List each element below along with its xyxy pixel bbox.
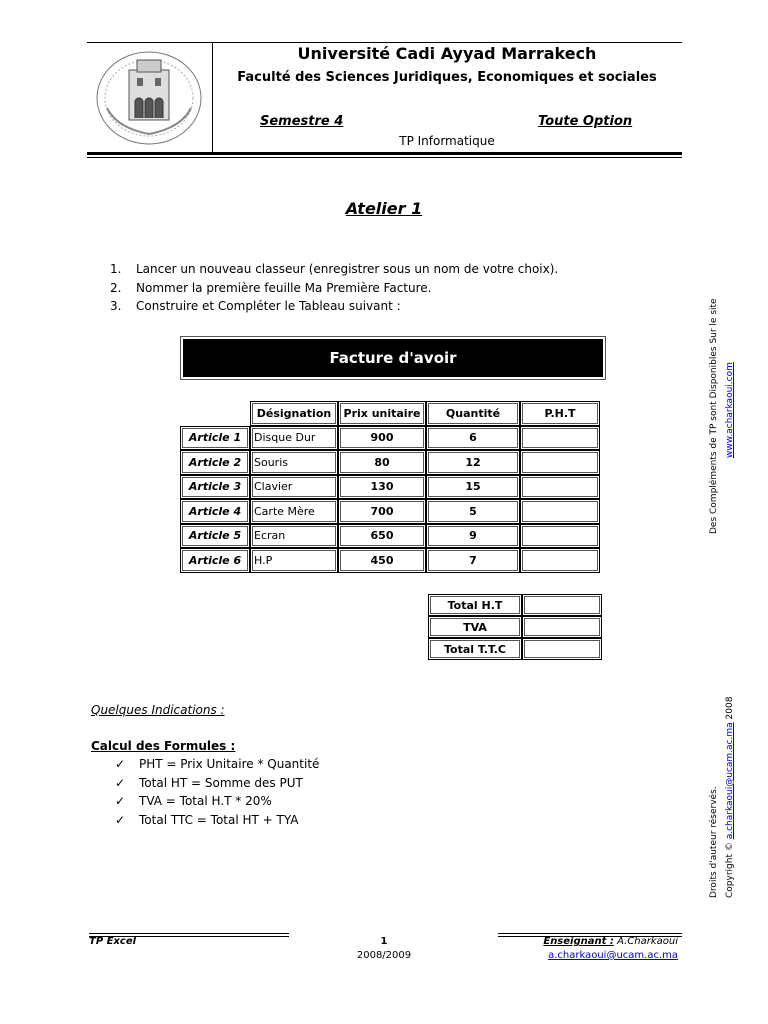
totals-table — [428, 594, 602, 660]
header-bottom-rule-2 — [87, 157, 682, 158]
list-item: ✓ PHT = Prix Unitaire * Quantité — [115, 757, 320, 771]
invoice-banner — [180, 336, 606, 380]
footer-email-link[interactable]: a.charkaoui@ucam.ac.ma — [548, 950, 678, 961]
tva-cell — [522, 616, 602, 638]
header-pht: P.H.T — [520, 401, 600, 426]
copyright-email-link[interactable]: a.charkaoui@ucam.ac.ma — [725, 722, 735, 840]
table-row: Article 2 Souris 80 12 — [180, 450, 600, 475]
tva-label: TVA — [428, 616, 522, 638]
instruction-list — [110, 262, 558, 318]
university-seal-icon — [93, 48, 205, 148]
formulas-heading: Calcul des Formules : — [91, 739, 236, 753]
footer-year: 2008/2009 — [356, 950, 412, 961]
list-item: ✓ Total HT = Somme des PUT — [115, 775, 303, 790]
list-item: 2. Nommer la première feuille Ma Première Facture. — [110, 280, 432, 295]
footer-page-number: 1 — [380, 936, 388, 947]
list-item: ✓ TVA = Total H.T * 20% — [115, 794, 272, 808]
table-row — [428, 594, 602, 616]
table-row — [428, 638, 602, 660]
list-item: 1. Lancer un nouveau classeur (enregistrer sous un nom de votre choix). — [110, 262, 559, 276]
header-designation: Désignation — [250, 401, 338, 426]
footer-teacher: Enseignant : A.Charkaoui — [543, 936, 678, 947]
table-header-row — [180, 401, 600, 426]
table-row: Article 5 Ecran 650 9 — [180, 524, 600, 549]
page-title: Atelier 1 — [345, 199, 423, 218]
side-copyright: Copyright © a.charkaoui@ucam.ac.ma 2008 — [725, 696, 735, 898]
header-top-rule — [87, 42, 682, 43]
invoice-table — [180, 401, 600, 573]
side-site-link[interactable]: www.acharkaoui.com — [725, 362, 735, 458]
invoice-title: Facture d'avoir — [329, 349, 457, 367]
pht-cell — [520, 426, 600, 451]
pht-cell — [520, 548, 600, 573]
total-ht-label: Total H.T — [428, 594, 522, 616]
checkmark-icon: ✓ — [115, 775, 126, 790]
pht-cell — [520, 524, 600, 549]
formula-list — [115, 757, 319, 831]
header-bottom-rule — [87, 152, 682, 155]
footer-left-rule — [89, 933, 289, 934]
list-item: ✓ Total TTC = Total HT + TYA — [115, 812, 299, 827]
side-complements-note: Des Compléments de TP sont Disponibles Sur le site — [709, 298, 719, 534]
university-name: Université Cadi Ayyad Marrakech — [297, 44, 597, 63]
list-item: 3. Construire et Compléter le Tableau suivant : — [110, 299, 401, 313]
header-quantity: Quantité — [426, 401, 520, 426]
header-unit-price: Prix unitaire — [338, 401, 426, 426]
option-label: Toute Option — [538, 114, 633, 129]
pht-cell — [520, 450, 600, 475]
table-row: Article 3 Clavier 130 15 — [180, 475, 600, 500]
table-row — [428, 616, 602, 638]
semester-label: Semestre 4 — [260, 114, 344, 129]
footer-right-rule — [498, 933, 682, 934]
total-ttc-cell — [522, 638, 602, 660]
pht-cell — [520, 499, 600, 524]
total-ht-cell — [522, 594, 602, 616]
pht-cell — [520, 475, 600, 500]
side-rights-note: Droits d'auteur réservés. — [709, 786, 719, 898]
table-row: Article 1 Disque Dur 900 6 — [180, 426, 600, 451]
total-ttc-label: Total T.T.C — [428, 638, 522, 660]
table-row: Article 6 H.P 450 7 — [180, 548, 600, 573]
course-label: TP Informatique — [399, 134, 495, 148]
table-row: Article 4 Carte Mère 700 5 — [180, 499, 600, 524]
checkmark-icon: ✓ — [115, 812, 126, 827]
checkmark-icon: ✓ — [115, 794, 126, 808]
faculty-name: Faculté des Sciences Juridiques, Economiques et sociales — [237, 70, 657, 85]
footer-course: TP Excel — [89, 936, 137, 947]
checkmark-icon: ✓ — [115, 757, 126, 771]
indications-heading: Quelques Indications : — [91, 703, 225, 717]
